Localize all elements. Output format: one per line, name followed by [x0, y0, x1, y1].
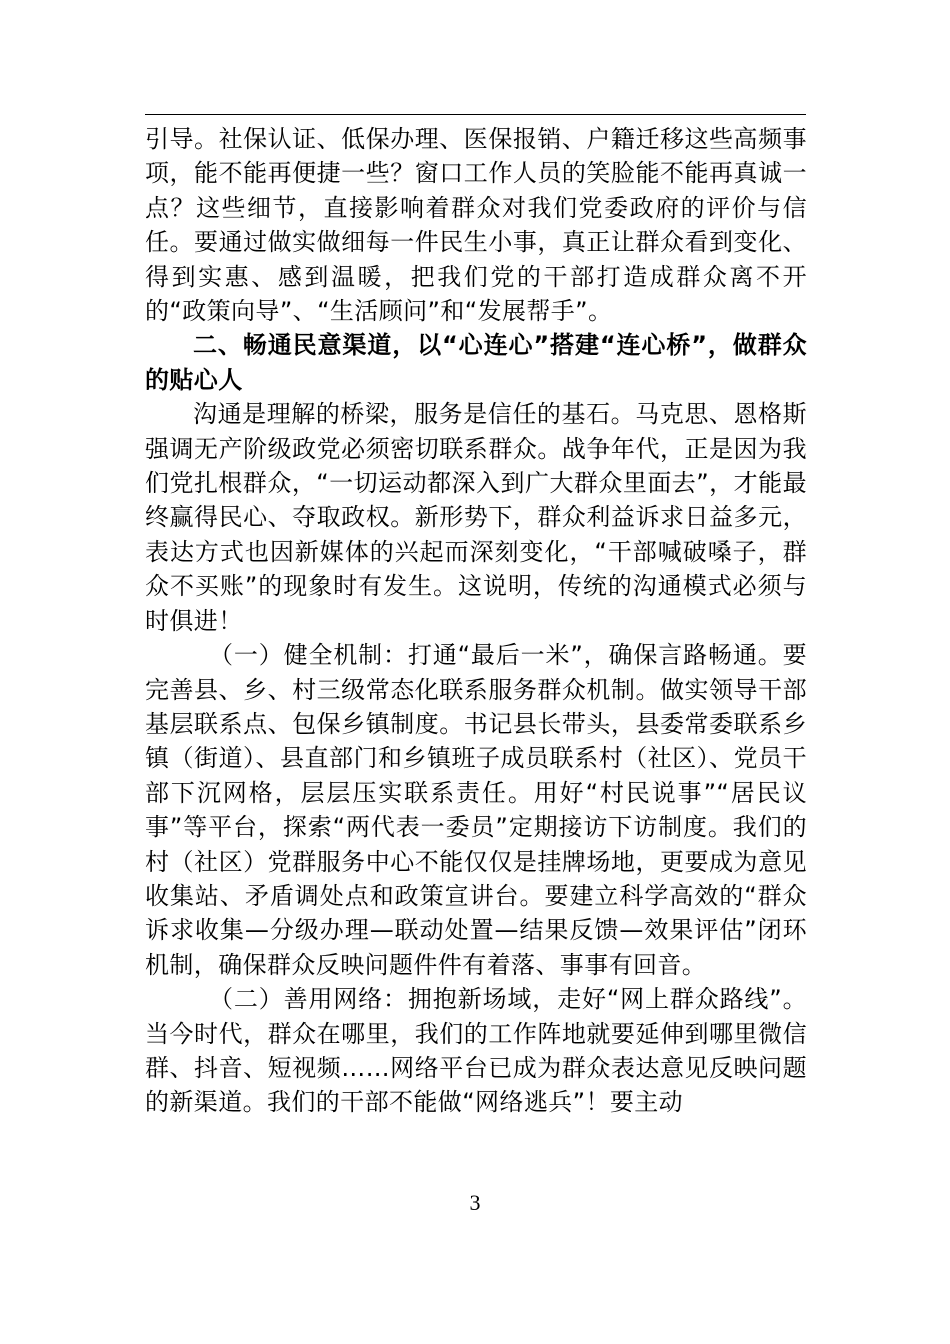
paragraph: 沟通是理解的桥梁，服务是信任的基石。马克思、恩格斯强调无产阶级政党必须密切联系群众。战争年代，正是因为我们党扎根群众，“一切运动都深入到广大群众里面去”，才能最终赢得民心、夺取政权。新形势下，群众利益诉求日益多元，表达方式也因新媒体的兴起而深刻变化，“干部喊破嗓子，群众不买账”的现象时有发生。这说明，传统的沟通模式必须与时俱进！ — [145, 400, 807, 635]
section-heading: 二、畅通民意渠道，以“心连心”搭建“连心桥”，做群众的贴心人 — [145, 331, 807, 394]
document-body — [145, 122, 807, 1120]
paragraph-continued: 引导。社保认证、低保办理、医保报销、户籍迁移这些高频事项，能不能再便捷一些？窗口工作人员的笑脸能不能再真诚一点？这些细节，直接影响着群众对我们党委政府的评价与信任。要通过做实做细每一件民生小事，真正让群众看到变化、得到实惠、感到温暖，把我们党的干部打造成群众离不开的“政策向导”、“生活顾问”和“发展帮手”。 — [145, 125, 807, 326]
header-rule — [145, 114, 806, 115]
subsection-paragraph-1: （一）健全机制：打通“最后一米”，确保言路畅通。要完善县、乡、村三级常态化联系服务群众机制。做实领导干部基层联系点、包保乡镇制度。书记县长带头，县委常委联系乡镇（街道）、县直部门和乡镇班子成员联系村（社区）、党员干部下沉网格，层层压实联系责任。用好“村民说事”“居民议事”等平台，探索“两代表一委员”定期接访下访制度。我们的村（社区）党群服务中心不能仅仅是挂牌场地，更要成为意见收集站、矛盾调处点和政策宣讲台。要建立科学高效的“群众诉求收集—分级办理—联动处置—结果反馈—效果评估”闭环机制，确保群众反映问题件件有着落、事事有回音。 — [145, 641, 807, 979]
subsection-paragraph-2: （二）善用网络：拥抱新场域，走好“网上群众路线”。当今时代，群众在哪里，我们的工作阵地就要延伸到哪里微信群、抖音、短视频……网络平台已成为群众表达意见反映问题的新渠道。我们的干部不能做“网络逃兵”！要主动 — [145, 985, 807, 1117]
page-number: 3 — [469, 1190, 481, 1215]
